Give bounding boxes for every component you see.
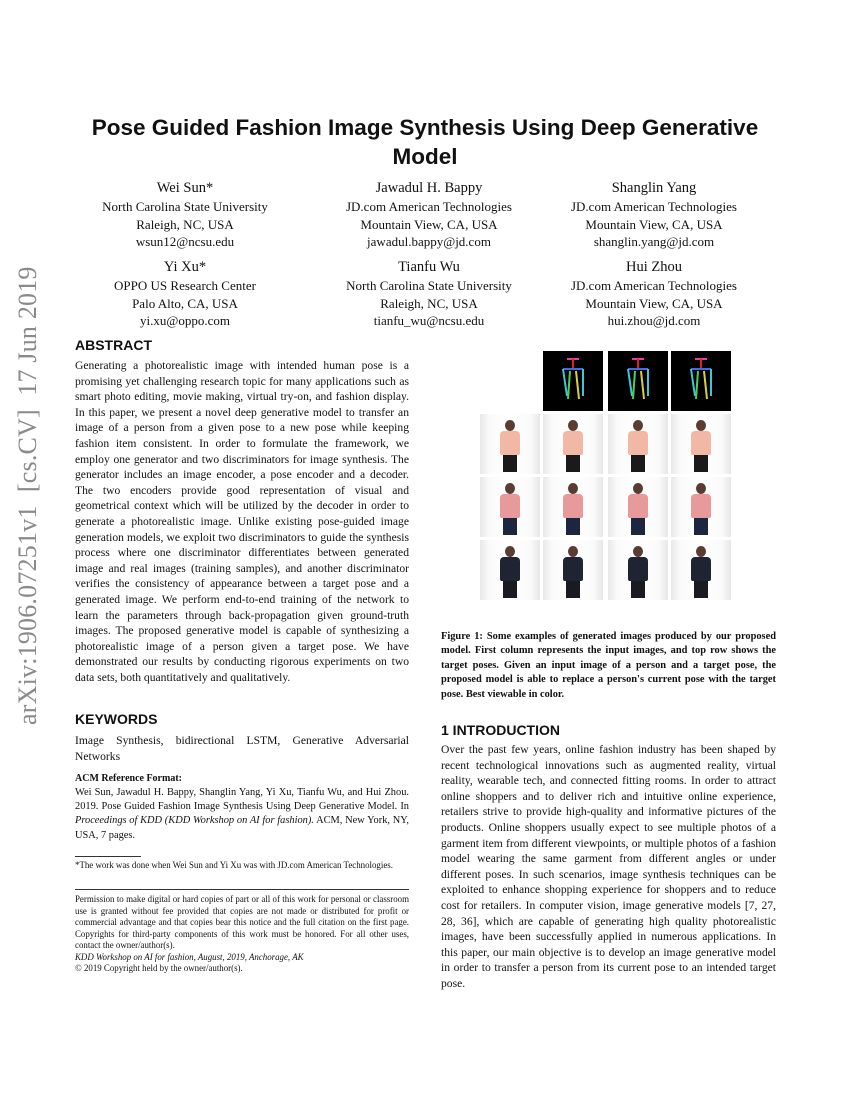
- generated-image: [543, 477, 603, 537]
- author-name: Hui Zhou: [626, 259, 682, 275]
- author-email[interactable]: yi.xu@oppo.com: [140, 313, 230, 328]
- acm-ref-heading: ACM Reference Format:: [75, 773, 182, 784]
- keywords-heading: KEYWORDS: [75, 711, 158, 727]
- author-loc: Raleigh, NC, USA: [136, 216, 234, 232]
- generated-image: [608, 414, 668, 474]
- author-email[interactable]: shanglin.yang@jd.com: [593, 234, 715, 249]
- acm-ref-post: ACM, New York, NY, USA, 7 pages.: [75, 815, 409, 841]
- author-email[interactable]: hui.zhou@jd.com: [607, 313, 701, 328]
- author-loc: Palo Alto, CA, USA: [132, 295, 238, 311]
- author-loc: Mountain View, CA, USA: [585, 295, 723, 311]
- figure-label: Figure 1:: [441, 631, 483, 642]
- target-pose-2: [608, 351, 668, 411]
- author-affil: JD.com American Technologies: [570, 199, 737, 214]
- author-2: [539, 178, 769, 251]
- generated-image: [671, 414, 731, 474]
- keywords-text: Image Synthesis, bidirectional LSTM, Generative Adversarial Networks: [75, 734, 409, 763]
- generated-image: [543, 540, 603, 600]
- footnote-rule: [75, 856, 141, 857]
- figure-caption-text: Some examples of generated images produced by our proposed model. First column represents the input images, and top row shows the target poses. Given an input image of a person and a target pose, the proposed model is able to replace a person's current pose with the target pose. Best viewable in color.: [441, 631, 776, 700]
- author-loc: Raleigh, NC, USA: [380, 295, 478, 311]
- footnote: *The work was done when Wei Sun and Yi Xu was with JD.com American Technologies.: [75, 860, 393, 870]
- author-0: [70, 178, 300, 251]
- permission-text: Permission to make digital or hard copies of part or all of this work for personal or classroom use is granted without fee provided that copies are not made or distributed for profit or commercial advantage and that copies bear this notice and the full citation on the first page. Copyrights for third-party components of this work must be honored. For all other uses, contact the owner/author(s).: [75, 894, 409, 950]
- acm-ref-text: [75, 786, 409, 843]
- author-4: [314, 257, 544, 330]
- acm-ref-pre: Wei Sun, Jawadul H. Bappy, Shanglin Yang, Yi Xu, Tianfu Wu, and Hui Zhou. 2019. Pose Guided Fashion Image Synthesis Using Deep Generative Model. In: [75, 787, 409, 813]
- generated-image: [608, 477, 668, 537]
- paper-title: Pose Guided Fashion Image Synthesis Using Deep Generative Model: [91, 115, 759, 169]
- input-image: [480, 477, 540, 537]
- author-name: Tianfu Wu: [398, 259, 460, 275]
- author-name: Jawadul H. Bappy: [375, 180, 483, 196]
- input-image: [480, 540, 540, 600]
- permission-block: [75, 894, 409, 975]
- author-email[interactable]: tianfu_wu@ncsu.edu: [373, 313, 485, 328]
- author-3: [70, 257, 300, 330]
- venue-line: KDD Workshop on AI for fashion, August, 2019, Anchorage, AK: [75, 951, 304, 962]
- generated-image: [671, 540, 731, 600]
- author-email[interactable]: jawadul.bappy@jd.com: [367, 234, 491, 249]
- author-affil: OPPO US Research Center: [114, 278, 256, 293]
- author-email[interactable]: wsun12@ncsu.edu: [135, 234, 235, 249]
- author-loc: Mountain View, CA, USA: [585, 216, 723, 232]
- generated-image: [608, 540, 668, 600]
- generated-image: [671, 477, 731, 537]
- acm-ref-venue: Proceedings of KDD (KDD Workshop on AI for fashion).: [75, 815, 314, 827]
- target-pose-1: [543, 351, 603, 411]
- author-name: Shanglin Yang: [611, 180, 697, 196]
- author-name: Wei Sun*: [156, 180, 214, 196]
- target-pose-3: [671, 351, 731, 411]
- intro-text: Over the past few years, online fashion industry has been shaped by recent technological innovations such as augmented reality, virtual reality, wearable tech, and connected fitting rooms. In order to attract online shoppers and to deliver rich and intuitive online experience, retailers strive to provide high-quality and informative pictures of the products. Online shoppers usually expect to see multiple photos of a garment item from different viewpoints, or multiple photos of a fashion model wearing the same garment from different angles or under different poses. In such scenarios, image synthesis techniques can be exploited to enhance shopping experience for shoppers and to reduce cost for retailers. In computer vision, image generative models [7, 27, 28, 36], which are capable of generating high quality photorealistic images, have been successfully applied in numerous applications. In this paper, our main objective is to develop an image generative model in order to transfer a person from its current pose to an intended target pose.: [441, 743, 776, 990]
- permission-rule: [75, 889, 409, 890]
- generated-image: [543, 414, 603, 474]
- abstract-text: Generating a photorealistic image with intended human pose is a promising yet challenging research topic for many applications such as smart photo editing, movie making, virtual try-on, and fashion display. In this paper, we present a novel deep generative model to transfer an image of a person from a given pose to a new pose while keeping fashion item consistent. In order to formulate the framework, we employ one generator and two discriminators for image synthesis. The generator includes an image encoder, a pose encoder and a decoder. The two encoders provide good representation of visual and geometrical context which will be utilized by the decoder in order to generate a photorealistic image. Unlike existing pose-guided image generation models, we exploit two discriminators to guide the synthesis process where one discriminator differentiates between generated image and real images (training samples), and another discriminator verifies the consistency of appearance between a target pose and a generated image. We perform end-to-end training of the network to learn the parameters through back-propagation given ground-truth images. The proposed generative model is capable of synthesizing a photorealistic image of a person given a target pose. We have demonstrated our results by conducting rigorous experiments on two data sets, both quantitatively and qualitatively.: [75, 359, 409, 684]
- author-affil: North Carolina State University: [102, 199, 268, 214]
- author-1: [314, 178, 544, 251]
- author-loc: Mountain View, CA, USA: [360, 216, 498, 232]
- intro-heading: 1 INTRODUCTION: [441, 722, 560, 738]
- author-affil: JD.com American Technologies: [570, 278, 737, 293]
- copyright-line: © 2019 Copyright held by the owner/author(s).: [75, 963, 243, 973]
- abstract-heading: ABSTRACT: [75, 337, 152, 353]
- input-image: [480, 414, 540, 474]
- author-name: Yi Xu*: [163, 259, 207, 275]
- author-affil: North Carolina State University: [346, 278, 512, 293]
- author-5: [539, 257, 769, 330]
- author-affil: JD.com American Technologies: [345, 199, 512, 214]
- arxiv-stamp: arXiv:1906.07251v1 [cs.CV] 17 Jun 2019: [13, 266, 42, 725]
- figure-caption: [441, 630, 776, 702]
